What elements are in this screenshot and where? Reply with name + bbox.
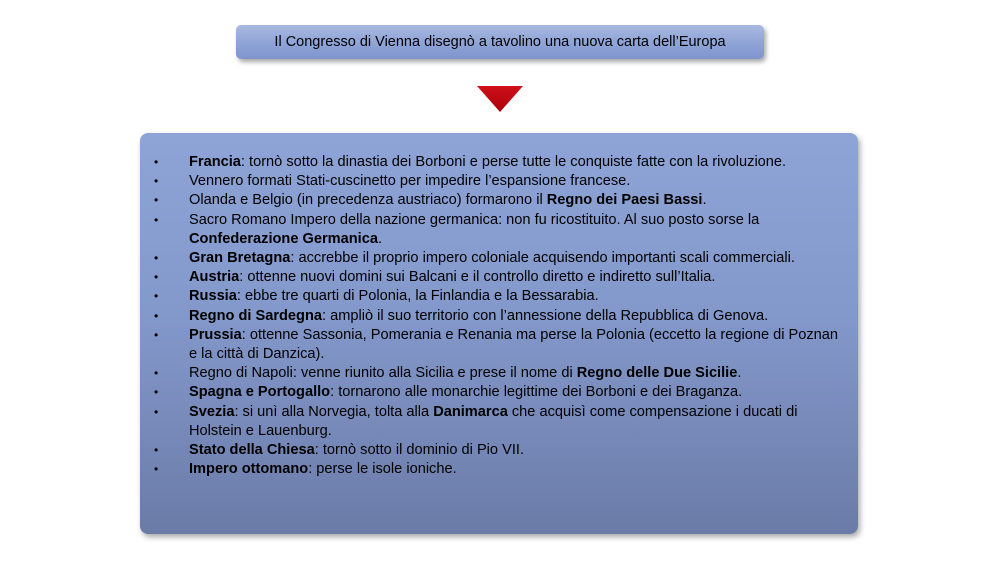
item-text: : tornò sotto la dinastia dei Borboni e perse tutte le conquiste fatte con la rivoluzione. (240, 154, 787, 170)
item-text: Regno di Napoli: venne riunito alla Sicilia e prese il nome di (189, 365, 577, 382)
list-item (154, 191, 844, 210)
list-item (154, 172, 844, 191)
item-text: : ampliò il suo territorio con l’annessione della Repubblica di Genova. (321, 307, 769, 324)
title-box (236, 25, 764, 59)
item-keyword: Danimarca (433, 403, 508, 420)
bullet-icon: • (154, 212, 159, 227)
bullet-icon: • (154, 443, 159, 458)
item-text: : accrebbe il proprio impero coloniale acquisendo importanti scali commerciali. (290, 250, 795, 267)
list-item (154, 364, 844, 383)
bullet-icon: • (154, 327, 159, 342)
list-item (154, 211, 844, 249)
list-item (154, 153, 844, 172)
list-item (154, 307, 844, 326)
item-keyword: Regno delle Due Sicilie (576, 365, 738, 382)
list-item (154, 249, 844, 268)
bullet-icon: • (154, 270, 159, 285)
item-text: : perse le isole ioniche. (308, 461, 457, 478)
bullet-icon: • (154, 404, 159, 419)
item-text: : ottenne Sassonia, Pomerania e Renania ma perse la Polonia (eccetto la regione di Poznan e la città di Danzica). (189, 326, 839, 363)
item-keyword: Francia (189, 154, 241, 170)
item-keyword: Svezia (189, 403, 235, 420)
list-item (154, 403, 844, 441)
item-text: Vennero formati Stati-cuscinetto per impedire l’espansione francese. (189, 173, 631, 190)
item-text: : ottenne nuovi domini sui Balcani e il controllo diretto e indiretto sull’Italia. (239, 269, 716, 286)
item-keyword: Spagna e Portogallo (189, 384, 331, 401)
item-text: . (377, 230, 383, 247)
bullet-icon: • (154, 289, 159, 304)
bullet-icon: • (154, 155, 159, 169)
bullet-list (154, 153, 844, 479)
list-item (154, 441, 844, 460)
list-item (154, 287, 844, 306)
item-keyword: Impero ottomano (189, 461, 309, 478)
item-keyword: Regno dei Paesi Bassi (546, 192, 703, 209)
content-box (140, 133, 858, 534)
item-text: : ebbe tre quarti di Polonia, la Finlandia e la Bessarabia. (236, 288, 599, 305)
item-keyword: Gran Bretagna (189, 250, 291, 267)
item-text: . (702, 192, 707, 209)
bullet-icon: • (154, 308, 159, 323)
bullet-icon: • (154, 462, 159, 477)
bullet-icon: • (154, 366, 159, 381)
item-keyword: Russia (189, 288, 237, 305)
item-keyword: Confederazione Germanica (189, 230, 378, 247)
item-text: : tornò sotto il dominio di Pio VII. (314, 442, 524, 459)
list-item (154, 268, 844, 287)
bullet-icon: • (154, 385, 159, 400)
item-text: . (737, 365, 742, 382)
bullet-icon: • (154, 251, 159, 266)
down-arrow-icon (477, 86, 523, 112)
item-keyword: Stato della Chiesa (189, 442, 315, 459)
item-text: Sacro Romano Impero della nazione germanica: non fu ricostituito. Al suo posto sorse la (189, 211, 760, 228)
item-keyword: Regno di Sardegna (189, 307, 322, 324)
list-item (154, 383, 844, 402)
item-text: che acquisì come compensazione i ducati di Holstein e Lauenburg. (189, 403, 798, 439)
item-keyword: Prussia (189, 326, 242, 343)
list-item (154, 460, 844, 479)
item-text: : tornarono alle monarchie legittime dei Borboni e dei Braganza. (330, 384, 743, 401)
item-keyword: Austria (189, 269, 240, 286)
item-text: Olanda e Belgio (in precedenza austriaco) formarono il (189, 192, 547, 209)
bullet-icon: • (154, 174, 159, 189)
item-text: : si unì alla Norvegia, tolta alla (234, 403, 434, 420)
arrow-shape (477, 86, 523, 112)
list-item (154, 326, 844, 364)
title-text: Il Congresso di Vienna disegnò a tavolino una nuova carta dell’Europa (274, 34, 726, 50)
bullet-icon: • (154, 193, 159, 208)
